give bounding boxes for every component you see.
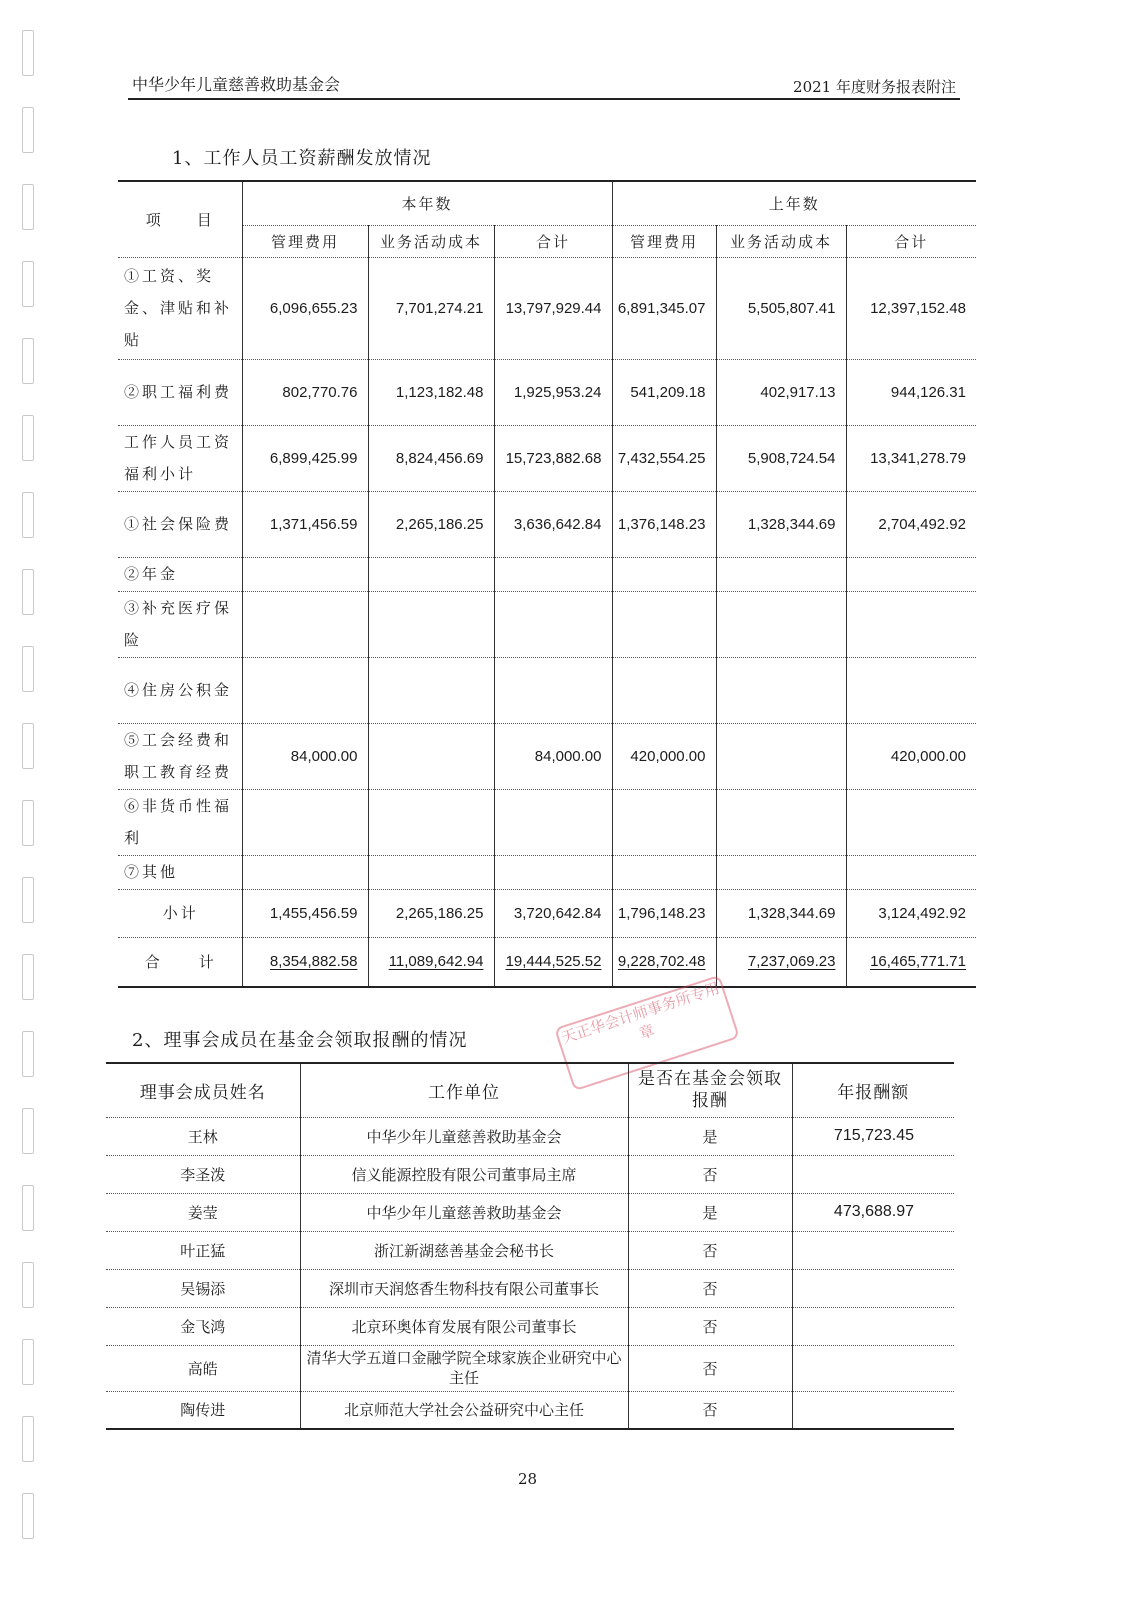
table-row <box>118 359 976 425</box>
table-row <box>118 591 976 657</box>
cell-value: 541,209.18 <box>612 359 716 425</box>
cell-value: 2,704,492.92 <box>846 491 976 557</box>
cell-value: 402,917.13 <box>716 359 846 425</box>
member-amount: 473,688.97 <box>792 1193 954 1231</box>
row-label: ⑥非货币性福利 <box>118 789 242 855</box>
col-header: 是否在基金会领取报酬 <box>628 1063 792 1117</box>
member-name: 金飞鸿 <box>106 1307 300 1345</box>
total-value: 19,444,525.52 <box>505 953 602 971</box>
row-label: ⑤工会经费和职工教育经费 <box>118 723 242 789</box>
table-row <box>118 855 976 889</box>
row-label: ①社会保险费 <box>118 491 242 557</box>
cell-value: 1,925,953.24 <box>494 359 612 425</box>
member-paid: 否 <box>628 1155 792 1193</box>
member-unit: 深圳市天润悠香生物科技有限公司董事长 <box>300 1269 628 1307</box>
col-header: 业务活动成本 <box>716 225 846 257</box>
col-header: 年报酬额 <box>792 1063 954 1117</box>
cell-value: 7,701,274.21 <box>368 257 494 359</box>
cell-value: 6,096,655.23 <box>242 257 368 359</box>
row-label: ②年金 <box>118 557 242 591</box>
cell-value: 1,371,456.59 <box>242 491 368 557</box>
table-row <box>118 257 976 359</box>
member-name: 叶正猛 <box>106 1231 300 1269</box>
table-row <box>118 889 976 937</box>
member-name: 高皓 <box>106 1345 300 1391</box>
cell-value: 1,123,182.48 <box>368 359 494 425</box>
member-unit: 北京环奥体育发展有限公司董事长 <box>300 1307 628 1345</box>
member-unit: 清华大学五道口金融学院全球家族企业研究中心主任 <box>300 1345 628 1391</box>
row-label: ③补充医疗保险 <box>118 591 242 657</box>
member-unit: 北京师范大学社会公益研究中心主任 <box>300 1391 628 1429</box>
salary-table <box>118 180 976 988</box>
member-paid: 否 <box>628 1269 792 1307</box>
col-header: 管理费用 <box>612 225 716 257</box>
table-row <box>106 1117 954 1155</box>
table-row <box>118 657 976 723</box>
table-row <box>118 723 976 789</box>
table-row <box>106 1345 954 1391</box>
cell-value: 3,636,642.84 <box>494 491 612 557</box>
member-unit: 信义能源控股有限公司董事局主席 <box>300 1155 628 1193</box>
group-header-prior: 上年数 <box>612 181 976 225</box>
cell-value: 1,455,456.59 <box>242 889 368 937</box>
row-label: 工作人员工资福利小计 <box>118 425 242 491</box>
cell-value: 7,432,554.25 <box>612 425 716 491</box>
member-paid: 否 <box>628 1307 792 1345</box>
cell-value: 6,891,345.07 <box>612 257 716 359</box>
col-header: 业务活动成本 <box>368 225 494 257</box>
row-label: ⑦其他 <box>118 855 242 889</box>
cell-value: 3,720,642.84 <box>494 889 612 937</box>
col-header: 合计 <box>846 225 976 257</box>
row-label: ①工资、奖金、津贴和补贴 <box>118 257 242 359</box>
board-remuneration-table <box>106 1062 954 1430</box>
member-amount <box>792 1231 954 1269</box>
member-unit: 中华少年儿童慈善救助基金会 <box>300 1193 628 1231</box>
total-value: 11,089,642.94 <box>388 953 484 971</box>
table-row <box>106 1307 954 1345</box>
header-organization: 中华少年儿童慈善救助基金会 <box>132 75 341 94</box>
member-name: 王林 <box>106 1117 300 1155</box>
member-amount <box>792 1307 954 1345</box>
member-paid: 否 <box>628 1391 792 1429</box>
group-header-current: 本年数 <box>242 181 612 225</box>
cell-value <box>368 723 494 789</box>
total-value: 9,228,702.48 <box>617 953 706 971</box>
row-label: ④住房公积金 <box>118 657 242 723</box>
cell-value: 1,328,344.69 <box>716 491 846 557</box>
table-row <box>106 1391 954 1429</box>
member-unit: 浙江新湖慈善基金会秘书长 <box>300 1231 628 1269</box>
cell-value: 84,000.00 <box>242 723 368 789</box>
item-header: 项 目 <box>118 181 242 257</box>
header-report-title: 2021 年度财务报表附注 <box>793 78 956 96</box>
member-name: 吴锡添 <box>106 1269 300 1307</box>
total-value: 7,237,069.23 <box>747 953 836 971</box>
cell-value: 6,899,425.99 <box>242 425 368 491</box>
member-amount <box>792 1391 954 1429</box>
col-header: 理事会成员姓名 <box>106 1063 300 1117</box>
cell-value: 802,770.76 <box>242 359 368 425</box>
table-row <box>118 557 976 591</box>
col-header: 管理费用 <box>242 225 368 257</box>
member-paid: 否 <box>628 1231 792 1269</box>
cell-value: 15,723,882.68 <box>494 425 612 491</box>
col-header: 合计 <box>494 225 612 257</box>
member-amount <box>792 1345 954 1391</box>
table-row <box>106 1193 954 1231</box>
cell-value: 420,000.00 <box>612 723 716 789</box>
row-label: ②职工福利费 <box>118 359 242 425</box>
table-row <box>106 1269 954 1307</box>
member-name: 陶传进 <box>106 1391 300 1429</box>
cell-value: 13,797,929.44 <box>494 257 612 359</box>
section1-title: 1、工作人员工资薪酬发放情况 <box>172 148 432 169</box>
table-row <box>106 1155 954 1193</box>
cell-value: 1,376,148.23 <box>612 491 716 557</box>
cell-value: 8,824,456.69 <box>368 425 494 491</box>
cell-value: 1,796,148.23 <box>612 889 716 937</box>
member-amount <box>792 1155 954 1193</box>
cell-value: 5,908,724.54 <box>716 425 846 491</box>
row-label: 合 计 <box>118 937 242 987</box>
cell-value: 944,126.31 <box>846 359 976 425</box>
page-number: 28 <box>518 1470 538 1488</box>
binder-holes <box>22 30 44 1570</box>
cell-value: 2,265,186.25 <box>368 889 494 937</box>
table-row-total <box>118 937 976 987</box>
table-row <box>118 491 976 557</box>
col-header: 工作单位 <box>300 1063 628 1117</box>
cell-value: 5,505,807.41 <box>716 257 846 359</box>
member-name: 姜莹 <box>106 1193 300 1231</box>
member-paid: 是 <box>628 1117 792 1155</box>
section2-title: 2、理事会成员在基金会领取报酬的情况 <box>132 1030 468 1051</box>
cell-value: 2,265,186.25 <box>368 491 494 557</box>
cell-value: 12,397,152.48 <box>846 257 976 359</box>
cell-value: 420,000.00 <box>846 723 976 789</box>
member-amount: 715,723.45 <box>792 1117 954 1155</box>
cell-value: 13,341,278.79 <box>846 425 976 491</box>
cell-value: 84,000.00 <box>494 723 612 789</box>
table-row <box>118 789 976 855</box>
member-name: 李圣泼 <box>106 1155 300 1193</box>
member-paid: 否 <box>628 1345 792 1391</box>
member-unit: 中华少年儿童慈善救助基金会 <box>300 1117 628 1155</box>
cell-value: 1,328,344.69 <box>716 889 846 937</box>
total-value: 16,465,771.71 <box>870 953 966 971</box>
member-paid: 是 <box>628 1193 792 1231</box>
cell-value <box>716 723 846 789</box>
table-row <box>106 1231 954 1269</box>
stamp-text: 天正华会计师事务所专用章 <box>559 978 722 1048</box>
cell-value: 3,124,492.92 <box>846 889 976 937</box>
table-row <box>118 425 976 491</box>
total-value: 8,354,882.58 <box>269 953 358 971</box>
member-amount <box>792 1269 954 1307</box>
row-label: 小计 <box>118 889 242 937</box>
header-rule <box>128 98 960 100</box>
